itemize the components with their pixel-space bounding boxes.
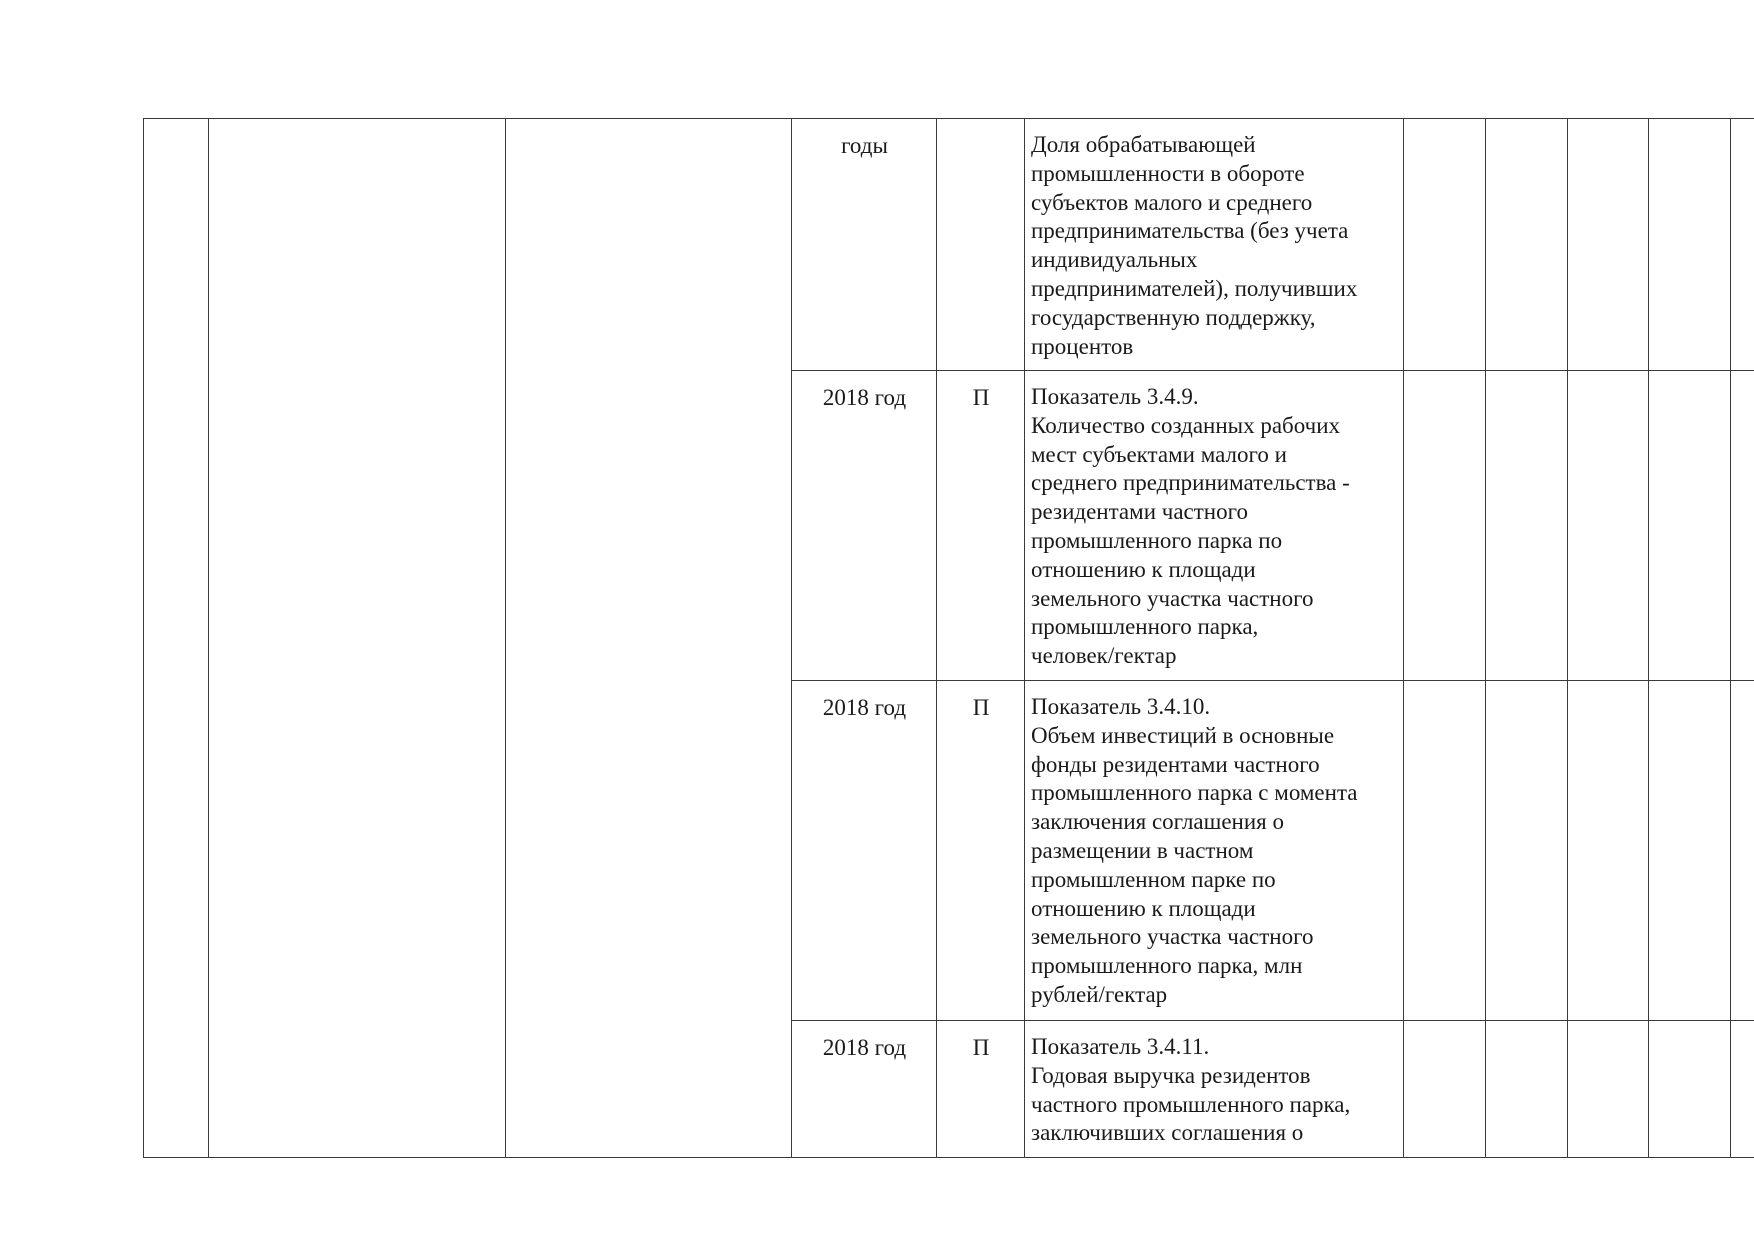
row-separator xyxy=(791,680,1754,681)
table-row-year: 2018 год xyxy=(822,385,907,410)
table-row-description xyxy=(1031,383,1401,671)
column-line xyxy=(791,118,792,1157)
desc-line: предпринимателей), получивших xyxy=(1031,275,1358,301)
desc-line: промышленного парка по xyxy=(1031,527,1283,553)
column-line xyxy=(936,118,937,1157)
table-row-type: П xyxy=(972,385,990,410)
table-top-border xyxy=(143,118,1754,119)
column-line xyxy=(1403,118,1404,1157)
table-row-year: 2018 год xyxy=(822,695,907,720)
desc-line: промышленного парка, млн xyxy=(1031,953,1303,979)
table-row-type: П xyxy=(972,695,990,720)
desc-line: предпринимательства (без учета xyxy=(1031,218,1349,244)
desc-line: размещении в частном xyxy=(1031,837,1254,863)
desc-line: фонды резидентами частного xyxy=(1031,751,1320,777)
table-row-type: П xyxy=(972,1035,990,1060)
column-line xyxy=(505,118,506,1157)
table-row-description xyxy=(1031,693,1401,1010)
desc-line: среднего предпринимательства - xyxy=(1031,470,1350,496)
desc-line: индивидуальных xyxy=(1031,247,1198,273)
column-line xyxy=(143,118,144,1157)
desc-line: отношению к площади xyxy=(1031,895,1256,921)
desc-line: субъектов малого и среднего xyxy=(1031,189,1313,215)
desc-line: земельного участка частного xyxy=(1031,585,1314,611)
desc-line: человек/гектар xyxy=(1031,643,1177,669)
desc-line: Объем инвестиций в основные xyxy=(1031,722,1335,748)
desc-line: Доля обрабатывающей xyxy=(1031,132,1256,157)
table-row-description xyxy=(1031,1033,1401,1148)
column-line xyxy=(208,118,209,1157)
desc-line: земельного участка частного xyxy=(1031,924,1314,950)
column-line xyxy=(1485,118,1486,1157)
desc-line: промышленного парка с момента xyxy=(1031,780,1358,806)
table-row-year: 2018 год xyxy=(822,1035,907,1060)
desc-line: рублей/гектар xyxy=(1031,981,1168,1007)
table-row-description xyxy=(1031,131,1401,361)
desc-line: Годовая выручка резидентов xyxy=(1031,1062,1311,1088)
desc-line: государственную поддержку, xyxy=(1031,304,1316,330)
desc-line: процентов xyxy=(1031,333,1134,359)
desc-line: Показатель 3.4.11. xyxy=(1031,1034,1210,1059)
desc-line: Показатель 3.4.10. xyxy=(1031,694,1211,719)
desc-line: заключивших соглашения о xyxy=(1031,1120,1304,1146)
column-line xyxy=(1648,118,1649,1157)
table-row-year: годы xyxy=(841,133,888,158)
desc-line: резидентами частного xyxy=(1031,499,1248,525)
desc-line: промышленном парке по xyxy=(1031,866,1276,892)
desc-line: отношению к площади xyxy=(1031,556,1256,582)
desc-line: Количество созданных рабочих xyxy=(1031,412,1341,438)
desc-line: частного промышленного парка, xyxy=(1031,1091,1351,1117)
row-separator xyxy=(791,1020,1754,1021)
column-line xyxy=(1024,118,1025,1157)
desc-line: мест субъектами малого и xyxy=(1031,441,1287,467)
row-separator xyxy=(791,370,1754,371)
desc-line: промышленного парка, xyxy=(1031,614,1259,640)
desc-line: промышленности в обороте xyxy=(1031,160,1305,186)
table-bottom-border xyxy=(143,1157,1754,1158)
desc-line: Показатель 3.4.9. xyxy=(1031,384,1199,409)
column-line xyxy=(1730,118,1731,1157)
desc-line: заключения соглашения о xyxy=(1031,809,1284,835)
column-line xyxy=(1567,118,1568,1157)
